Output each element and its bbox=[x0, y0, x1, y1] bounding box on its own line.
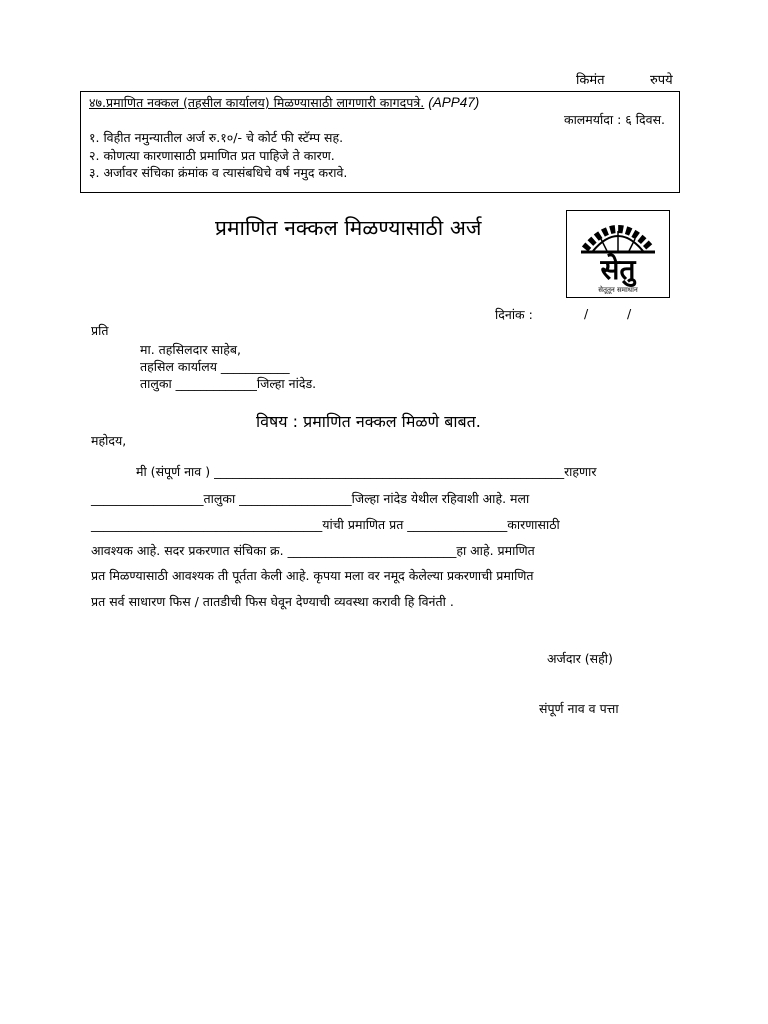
document-item: ३. अर्जावर संचिका क्रंमांक व त्यासंबधिचे वर्ष नमुद करावे. bbox=[89, 165, 348, 180]
date-separator: / bbox=[584, 306, 589, 321]
address-taluka-district: तालुका _____________जिल्हा नांदेड. bbox=[140, 376, 317, 391]
date-label: दिनांक : bbox=[495, 307, 533, 322]
address-to: प्रति bbox=[91, 323, 109, 338]
documents-title-text: ४७.प्रमाणित नक्कल (तहसील कार्यालय) मिळण्यासाठी लागणारी कागदपत्रे. bbox=[89, 95, 425, 110]
price-label: किमंत bbox=[576, 73, 605, 88]
time-limit: कालमर्यादा : ६ दिवस. bbox=[563, 112, 665, 127]
body-line: _____________________________________यांची प्रमाणित प्रत ________________कारणासाठी bbox=[91, 517, 560, 532]
address-office: तहसिल कार्यालय ___________ bbox=[140, 359, 290, 374]
setu-logo bbox=[566, 210, 670, 298]
address-recipient: मा. तहसिलदार साहेब, bbox=[140, 342, 241, 357]
setu-logo-icon bbox=[567, 211, 669, 297]
required-documents-box bbox=[80, 91, 680, 193]
body-line: प्रत सर्व साधारण फिस / तातडीची फिस घेवून देण्याची व्यवस्था करावी हि विनंती . bbox=[91, 594, 454, 609]
body-line: आवश्यक आहे. सदर प्रकरणात संचिका क्र. ___________________________हा आहे. प्रमाणित bbox=[91, 543, 535, 558]
applicant-signature-label: अर्जदार (सही) bbox=[547, 651, 613, 666]
document-item: २. कोणत्या कारणासाठी प्रमाणित प्रत पाहिजे ते कारण. bbox=[89, 148, 335, 163]
price-unit: रुपये bbox=[650, 73, 673, 88]
document-item: १. विहीत नमुन्यातील अर्ज रु.१०/- चे कोर्ट फी स्टॅम्प सह. bbox=[89, 130, 344, 145]
body-line: प्रत मिळण्यासाठी आवश्यक ती पूर्तता केली आहे. कृपया मला वर नमूद केलेल्या प्रकरणाची प्रमाणित bbox=[91, 568, 534, 583]
name-address-label: संपूर्ण नाव व पत्ता bbox=[539, 701, 619, 716]
documents-box-title bbox=[89, 94, 479, 111]
salutation: महोदय, bbox=[91, 433, 127, 448]
logo-name: सेतु bbox=[600, 253, 636, 286]
body-line: मी (संपूर्ण नाव ) ________________________________________________________राहणार bbox=[136, 464, 597, 479]
form-title: प्रमाणित नक्कल मिळण्यासाठी अर्ज bbox=[215, 216, 482, 240]
subject-line: विषय : प्रमाणित नक्कल मिळणे बाबत. bbox=[256, 412, 481, 431]
body-line: __________________तालुका __________________जिल्हा नांदेड येथील रहिवाशी आहे. मला bbox=[91, 491, 530, 506]
application-code: (APP47) bbox=[428, 95, 480, 110]
date-separator: / bbox=[627, 306, 632, 321]
logo-tagline: सेतूतून समाधान bbox=[598, 286, 638, 294]
